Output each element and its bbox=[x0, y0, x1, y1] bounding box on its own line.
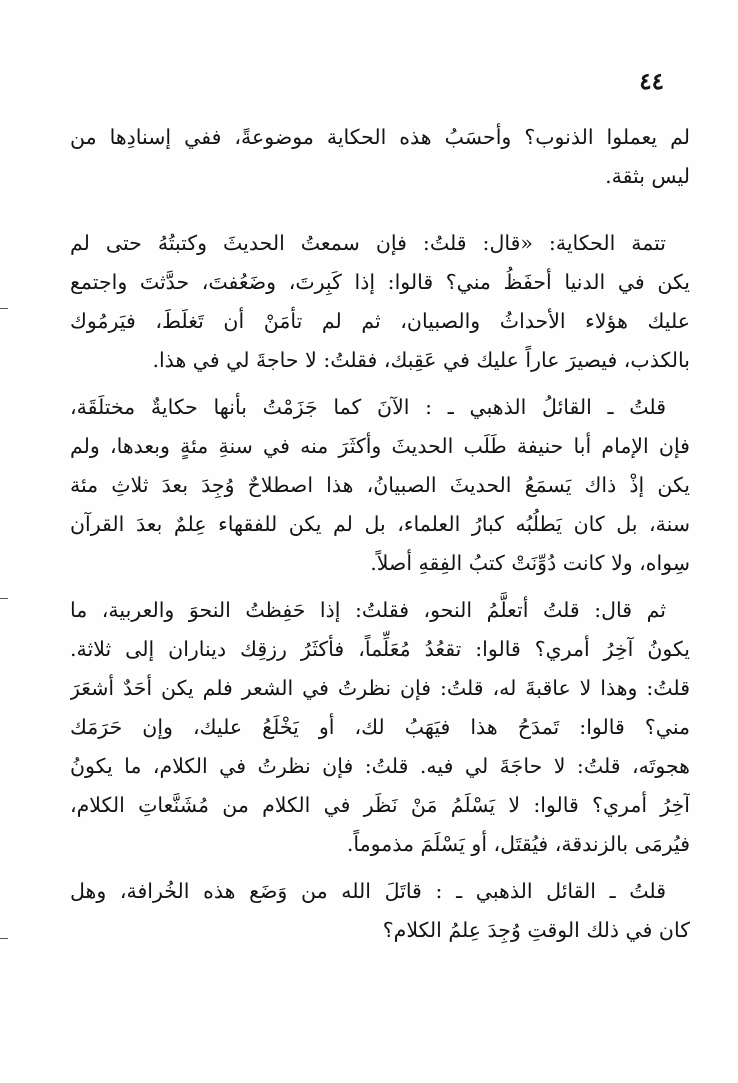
text-line: ثم قال: قلتُ أتعلَّمُ النحو، فقلتُ: إذا حَفِظتُ النحوَ والعربية، ما bbox=[70, 598, 666, 622]
text-line: عليك هؤلاء الأحداثُ والصبيان، ثم لم تأمَنْ أن تَغلَطَ، فيَرمُوك bbox=[70, 309, 690, 333]
paragraph-2 bbox=[70, 224, 690, 380]
text-line: فإن الإمام أبا حنيفة طَلَب الحديثَ وأكثَرَ منه في سنةِ مئةٍ وبعدها، ولم bbox=[70, 434, 690, 458]
text-line: آخِرُ أمري؟ قالوا: لا يَسْلَمُ مَنْ نَظَر في الكلام من مُشَنَّعاتِ الكلام، bbox=[70, 793, 690, 817]
text-line: قلتُ: وهذا لا عاقبةَ له، قلتُ: فإن نظرتُ في الشعر فلم يكن أحَدٌ أشعَرَ bbox=[70, 676, 690, 700]
paragraph-5 bbox=[70, 872, 690, 950]
text-line: سِواه، ولا كانت دُوِّنَتْ كتبُ الفِقهِ أصلاً. bbox=[370, 551, 690, 575]
page-body bbox=[70, 118, 690, 950]
text-line: هجوتَه، قلتُ: لا حاجَةَ لي فيه. قلتُ: فإن نظرتُ في الكلام، ما يكونُ bbox=[70, 754, 690, 778]
text-line: فيُرمَى بالزندقة، فيُقتَل، أو يَسْلَمَ مذموماً. bbox=[346, 832, 690, 856]
text-line: قلتُ ـ القائل الذهبي ـ : قاتَلَ الله من وَضَع هذه الخُرافة، وهل bbox=[70, 879, 666, 903]
text-line: لم يعملوا الذنوب؟ وأحسَبُ هذه الحكاية موضوعةً، ففي إسنادِها من bbox=[70, 125, 690, 149]
scan-edge-mark bbox=[0, 598, 8, 599]
text-line: قلتُ ـ القائلُ الذهبي ـ : الآنَ كما جَزَمْتُ بأنها حكايةٌ مختلَقَة، bbox=[70, 395, 666, 419]
text-line: مني؟ قالوا: تَمدَحُ هذا فيَهَبُ لك، أو يَخْلَعُ عليك، وإن حَرَمَك bbox=[70, 715, 690, 739]
scan-edge-mark bbox=[0, 938, 8, 939]
paragraph-4 bbox=[70, 591, 690, 864]
text-line: سنة، بل كان يَطلُبُه كبارُ العلماء، بل لم يكن للفقهاء عِلمٌ بعدَ القرآن bbox=[70, 512, 690, 536]
text-line: يكن في الدنيا أحفَظُ مني؟ قالوا: إذا كَبِرتَ، وضَعُفتَ، حدَّثتَ واجتمع bbox=[70, 270, 690, 294]
scan-edge-mark bbox=[0, 308, 8, 309]
text-line: تتمة الحكاية: «قال: قلتُ: فإن سمعتُ الحديثَ وكتبتُهُ حتى لم bbox=[70, 231, 666, 255]
page-number: ٤٤ bbox=[639, 68, 664, 95]
paragraph-3 bbox=[70, 388, 690, 583]
text-line: بالكذب، فيصيرَ عاراً عليك في عَقِبك، فقلتُ: لا حاجةَ لي في هذا. bbox=[152, 348, 690, 372]
text-line: كان في ذلك الوقتِ وُجِدَ عِلمُ الكلام؟ bbox=[382, 918, 690, 942]
text-line: يكن إذْ ذاك يَسمَعُ الحديثَ الصبيانُ، هذا اصطلاحٌ وُجِدَ بعدَ ثلاثِ مئة bbox=[70, 473, 690, 497]
paragraph-1 bbox=[70, 118, 690, 196]
text-line: ليس بثقة. bbox=[605, 164, 690, 188]
text-line: يكونُ آخِرُ أمري؟ قالوا: تقعُدُ مُعَلِّماً، فأكثَرُ رزقِك ديناران إلى ثلاثة. bbox=[70, 637, 690, 661]
